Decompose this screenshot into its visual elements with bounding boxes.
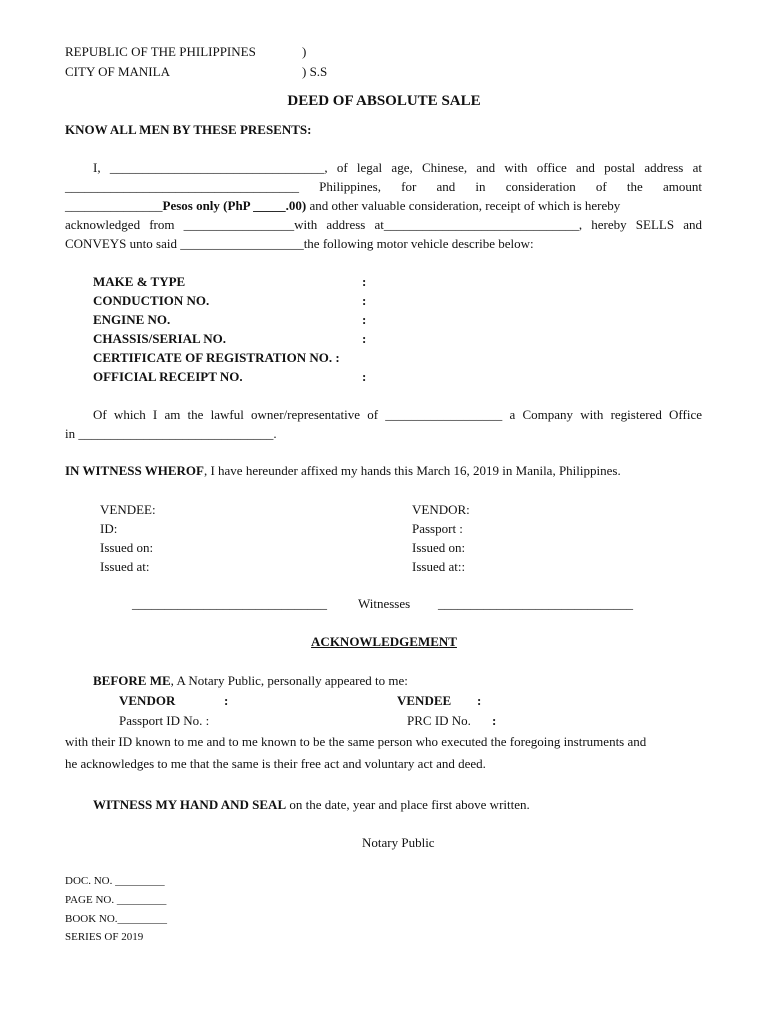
field-engine-colon: : <box>362 312 367 327</box>
series: SERIES OF 2019 <box>65 931 144 943</box>
field-make-type-colon: : <box>362 274 367 289</box>
in-witness-bold: IN WITNESS WHEROF <box>65 463 204 478</box>
ack-vendor-label: VENDOR <box>119 693 176 708</box>
document-title: DEED OF ABSOLUTE SALE <box>287 93 481 109</box>
para1-line1: I, _________________________________, of legal age, Chinese, and with office and postal address at <box>93 160 702 175</box>
vendee-issued-on: Issued on: <box>100 540 154 555</box>
vendee-issued-at: Issued at: <box>100 559 150 574</box>
ack-passport-id: Passport ID No. : <box>119 713 210 728</box>
vendee-label: VENDEE: <box>100 502 156 517</box>
ack-vendee-label: VENDEE <box>397 693 452 708</box>
para1-line5: CONVEYS unto said ___________________the following motor vehicle describe below: <box>65 236 534 251</box>
witness-seal-rest: on the date, year and place first above written. <box>286 797 530 812</box>
ack-vendee-colon: : <box>477 693 482 708</box>
ack-prc-colon: : <box>492 713 497 728</box>
doc-no: DOC. NO. _________ <box>65 875 165 887</box>
amount-rest: and other valuable consideration, receipt of which is hereby <box>306 198 621 213</box>
header-republic: REPUBLIC OF THE PHILIPPINES <box>65 44 256 59</box>
para2-line2: in ______________________________. <box>65 426 277 441</box>
ack-paragraph-line1: with their ID known to me and to me known to be the same person who executed the foregoing instruments and <box>65 734 647 749</box>
para1-line2: ____________________________________ Philippines, for and in consideration of the amount <box>65 179 702 194</box>
vendor-issued-on: Issued on: <box>412 540 466 555</box>
witness-line-left: ______________________________ <box>132 596 327 611</box>
witnesses-label: Witnesses <box>358 596 411 611</box>
in-witness-rest: , I have hereunder affixed my hands this March 16, 2019 in Manila, Philippines. <box>203 463 621 478</box>
witness-line-right: ______________________________ <box>438 596 633 611</box>
vendor-issued-at: Issued at:: <box>412 559 466 574</box>
header-city-mark: ) S.S <box>302 64 328 79</box>
amount-pesos: Pesos only (PhP _____.00) <box>162 198 307 213</box>
amount-blank: _______________ <box>65 198 163 213</box>
book-no: BOOK NO._________ <box>65 913 168 925</box>
acknowledgement-title: ACKNOWLEDGEMENT <box>311 634 457 649</box>
field-chassis: CHASSIS/SERIAL NO. <box>93 331 226 346</box>
field-conduction: CONDUCTION NO. <box>93 293 210 308</box>
field-make-type: MAKE & TYPE <box>93 274 186 289</box>
ack-vendor-colon: : <box>224 693 229 708</box>
notary-public: Notary Public <box>362 835 435 850</box>
before-me-line <box>93 673 408 689</box>
in-witness-line <box>65 463 621 479</box>
para1-line4: acknowledged from _________________with address at______________________________, hereby SELLS and <box>65 217 702 232</box>
ack-paragraph-line2: he acknowledges to me that the same is their free act and voluntary act and deed. <box>65 756 486 771</box>
before-me-rest: , A Notary Public, personally appeared to me: <box>170 673 408 688</box>
para1-line3 <box>65 198 702 214</box>
witness-seal-line <box>93 797 530 813</box>
field-engine: ENGINE NO. <box>93 312 171 327</box>
field-certificate: CERTIFICATE OF REGISTRATION NO. : <box>93 350 340 365</box>
witness-seal-bold: WITNESS MY HAND AND SEAL <box>93 797 287 812</box>
vendee-id: ID: <box>100 521 118 536</box>
before-me-bold: BEFORE ME <box>93 673 171 688</box>
header-republic-mark: ) <box>302 44 307 59</box>
para2-line1: Of which I am the lawful owner/representative of __________________ a Company with registered Office <box>93 407 702 422</box>
vendor-passport: Passport : <box>412 521 463 536</box>
field-official-receipt-colon: : <box>362 369 367 384</box>
field-chassis-colon: : <box>362 331 367 346</box>
field-official-receipt: OFFICIAL RECEIPT NO. <box>93 369 243 384</box>
page-no: PAGE NO. _________ <box>65 894 167 906</box>
field-conduction-colon: : <box>362 293 367 308</box>
ack-prc-id: PRC ID No. <box>407 713 471 728</box>
vendor-label: VENDOR: <box>412 502 470 517</box>
salutation: KNOW ALL MEN BY THESE PRESENTS: <box>65 122 312 137</box>
header-city: CITY OF MANILA <box>65 64 170 79</box>
